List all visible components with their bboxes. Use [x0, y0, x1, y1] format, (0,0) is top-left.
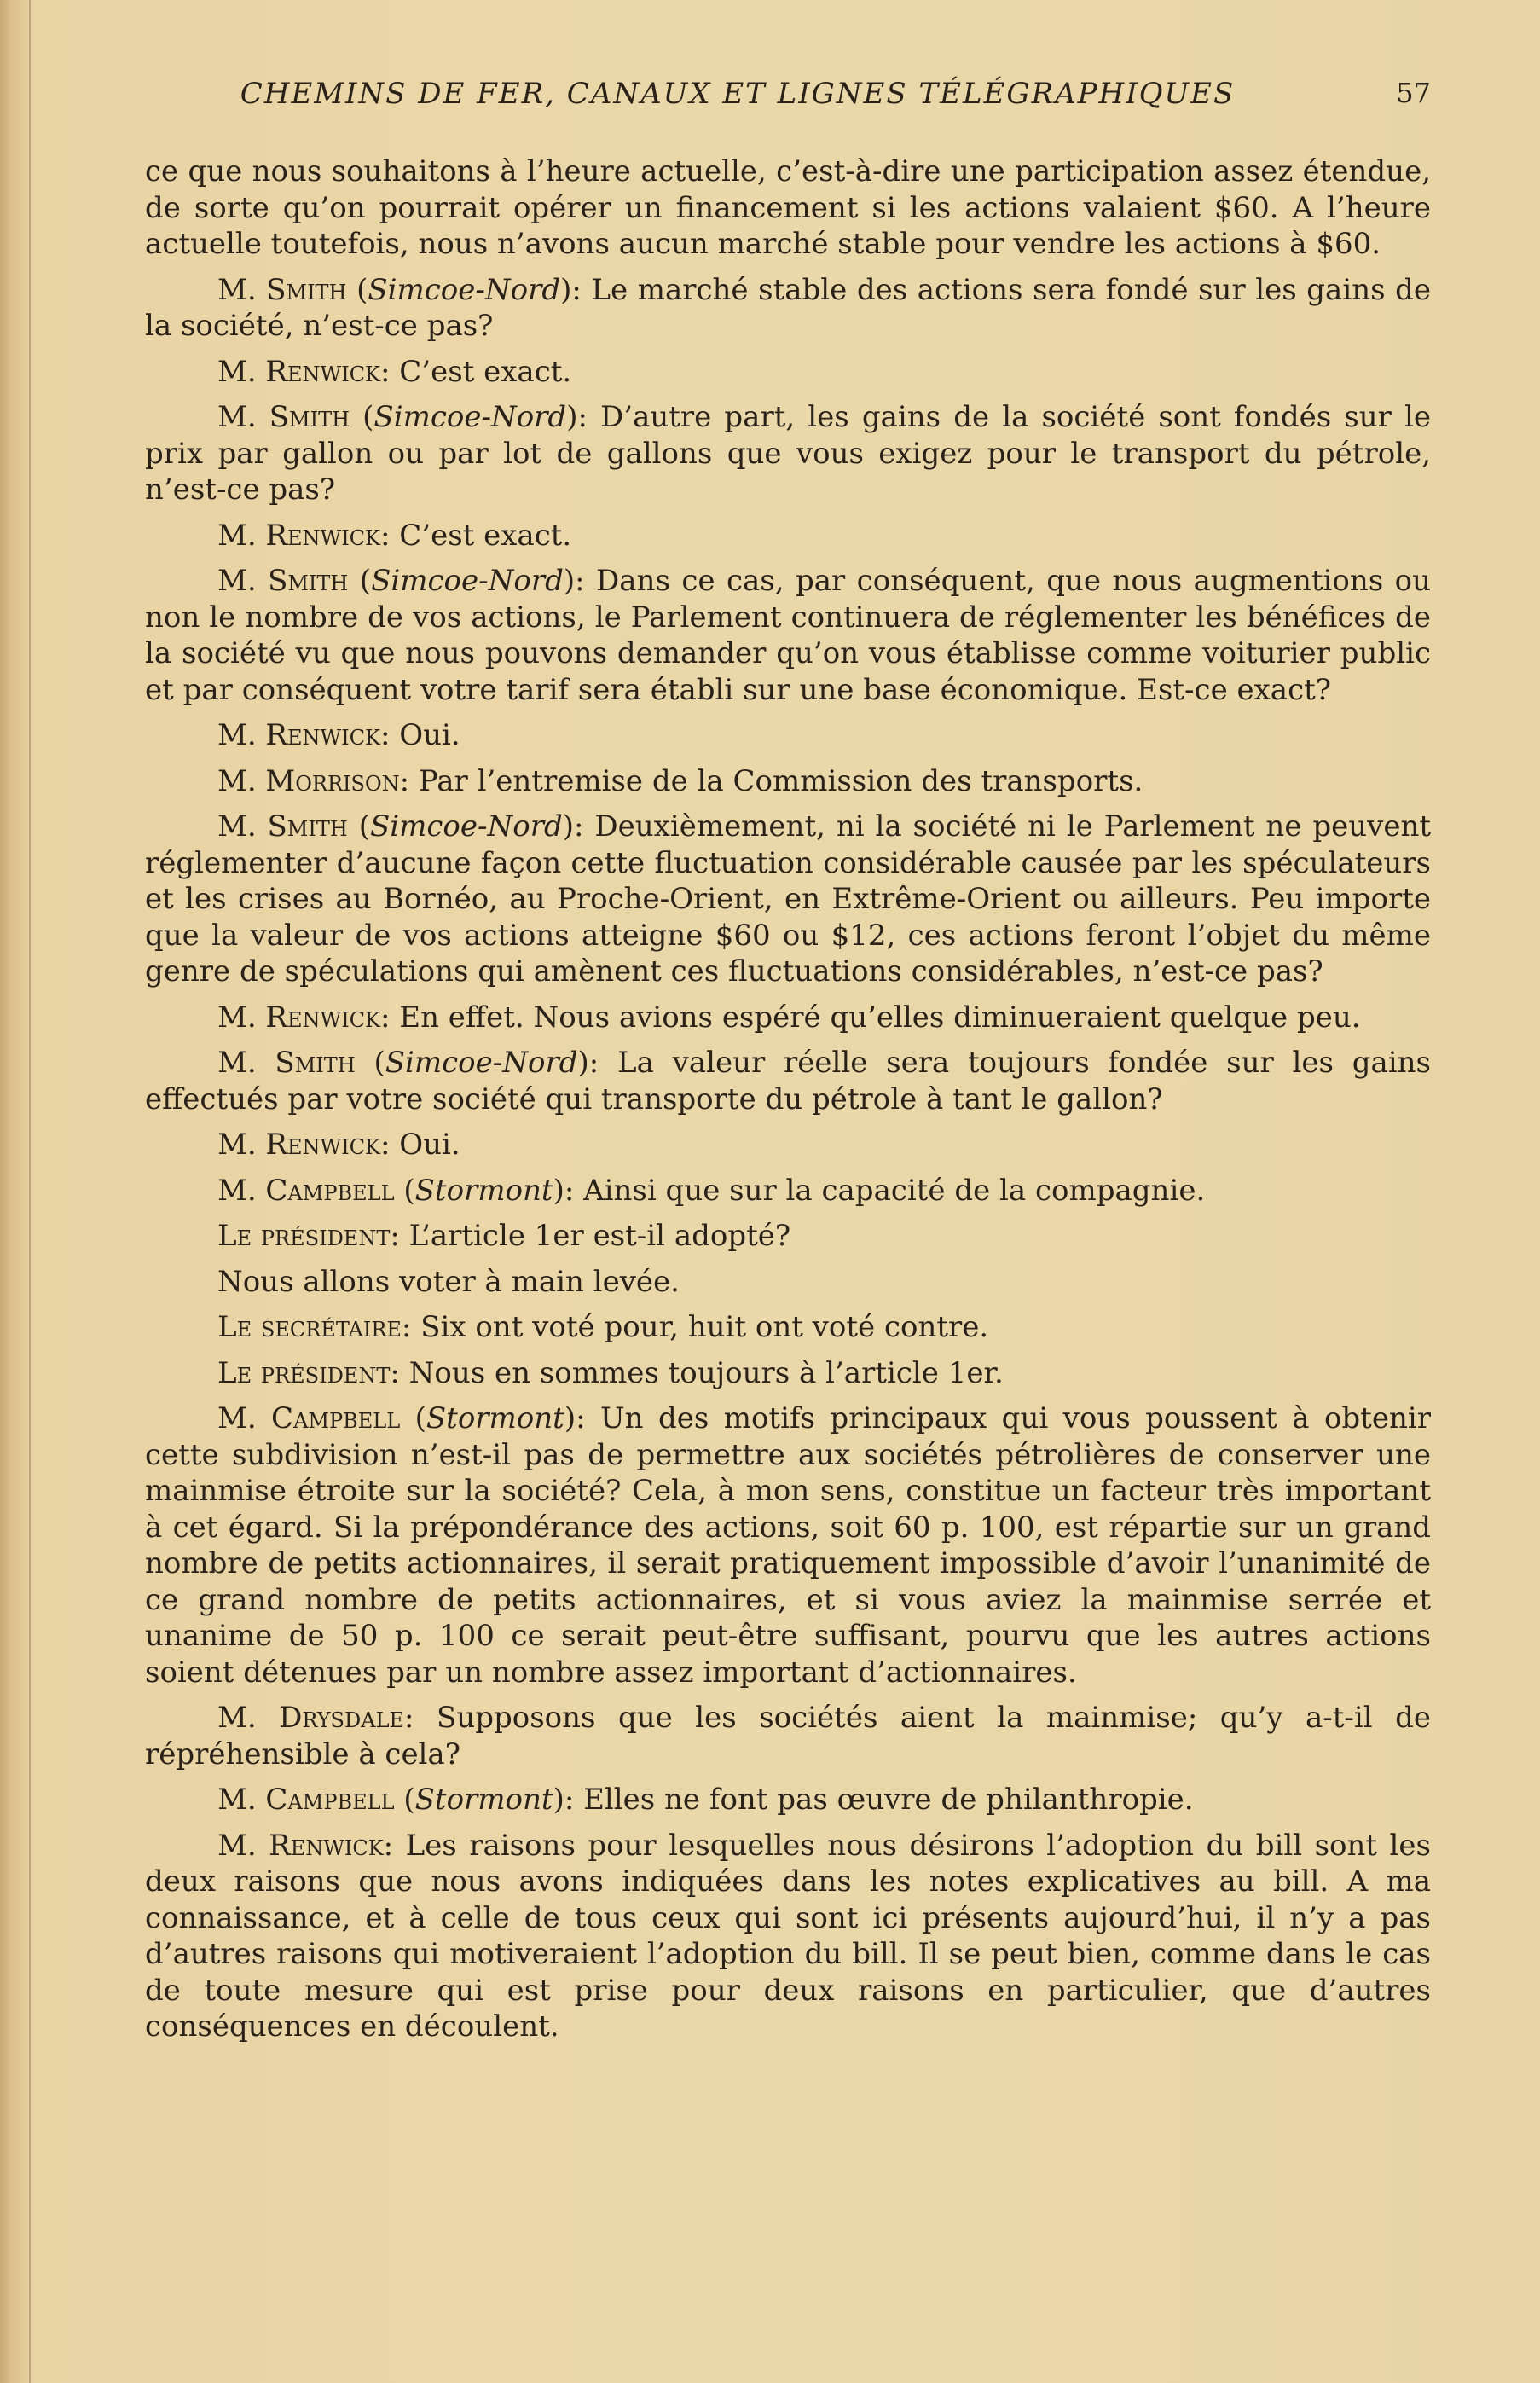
paragraph-text: D’autre part, les gains de la société sont fondés sur le prix par gallon ou par lot de gallons que vous exigez pour le transport du pétrole, n’est-ce pas? [145, 400, 1432, 507]
speaker-riding: Stormont [414, 1783, 553, 1817]
paragraph: M. Smith (Simcoe-Nord): La valeur réelle sera toujours fondée sur les gains effectués par votre société qui transporte du pétrole à tant le gallon? [145, 1046, 1432, 1116]
body-text [145, 154, 1431, 2055]
speaker-name: M. Morrison [217, 763, 400, 798]
speaker-name: M. Campbell [217, 1173, 395, 1208]
running-title: CHEMINS DE FER, CANAUX ET LIGNES TÉLÉGRAPHIQUES [240, 77, 1236, 111]
paragraph: M. Renwick: C’est exact. [217, 518, 572, 553]
speaker-name: M. Renwick [217, 1828, 384, 1863]
paragraph-text: Les raisons pour lesquelles nous désirons l’adoption du bill sont les deux raisons que nous avons indiquées dans les notes explicatives au bill. A ma connaissance, et à celle de tous ceux qui sont ici présents aujourd’hui, il n’y a pas d’autres raisons qui motiveraient l’adoption du bill. Il se peut bien, comme dans le cas de toute mesure qui est prise pour deux raisons en particulier, que d’autres conséquences en découlent. [145, 1828, 1431, 2044]
paragraph: M. Morrison: Par l’entremise de la Commission des transports. [217, 763, 1143, 798]
paragraph: Le président: Nous en sommes toujours à l’article 1er. [217, 1355, 1004, 1390]
paragraph-text: Nous allons voter à main levée. [217, 1264, 680, 1299]
paragraph-text: Supposons que les sociétés aient la mainmise; qu’y a-t-il de répréhensible à cela? [145, 1701, 1432, 1771]
paragraph: M. Renwick: Oui. [217, 1128, 460, 1162]
paragraph-text: ce que nous souhaitons à l’heure actuelle, c’est-à-dire une participation assez étendue, de sorte qu’on pourrait opérer un financement si les actions valaient $60. A l’heure actuelle toutefois, nous n’avons aucun marché stable pour vendre les actions à $60. [145, 154, 1431, 261]
paragraph: Le secrétaire: Six ont voté pour, huit ont voté contre. [217, 1310, 989, 1344]
speaker-name: M. Renwick [217, 1128, 380, 1162]
speaker-name: M. Renwick [217, 1000, 380, 1035]
paragraph: M. Renwick: En effet. Nous avions espéré qu’elles diminueraient quelque peu. [217, 1000, 1361, 1035]
paragraph [145, 154, 1431, 263]
paragraph-text: Oui. [399, 1128, 460, 1162]
speaker-name: M. Campbell [217, 1401, 401, 1435]
binding-edge [29, 0, 31, 2383]
paragraph-text: C’est exact. [399, 518, 572, 553]
paragraph-text: Oui. [399, 718, 460, 752]
paragraph: M. Renwick: C’est exact. [217, 354, 572, 389]
speaker-riding: Simcoe-Nord [373, 400, 567, 434]
speaker-name: Le secrétaire [217, 1310, 402, 1344]
paragraph-text: C’est exact. [399, 354, 572, 389]
speaker-name: M. Renwick [217, 518, 380, 553]
paragraph-text: Nous en sommes toujours à l’article 1er. [408, 1355, 1004, 1390]
page-header [147, 77, 1431, 119]
speaker-name: M. Campbell [217, 1783, 395, 1817]
speaker-name: M. Renwick [217, 354, 380, 389]
speaker-riding: Simcoe-Nord [385, 1046, 578, 1080]
paragraph-text: Dans ce cas, par conséquent, que nous augmentions ou non le nombre de vos actions, le Parlement continuera de réglementer les bénéfices de la société vu que nous pouvons demander qu’on vous établisse comme voiturier public et par conséquent votre tarif sera établi sur une base économique. Est-ce exact? [145, 564, 1432, 707]
paragraph-text: Elles ne font pas œuvre de philanthropie. [583, 1783, 1194, 1817]
page-number: 57 [1396, 77, 1431, 109]
speaker-riding: Simcoe-Nord [368, 272, 561, 307]
paragraph: M. Smith (Simcoe-Nord): D’autre part, les gains de la société sont fondés sur le prix par gallon ou par lot de gallons que vous exigez pour le transport du pétrole, n’est-ce pas? [145, 400, 1432, 507]
paragraph-text: Ainsi que sur la capacité de la compagnie. [583, 1173, 1206, 1208]
paragraph [145, 1264, 1431, 1301]
speaker-riding: Stormont [426, 1401, 564, 1435]
paragraph: M. Smith (Simcoe-Nord): Dans ce cas, par conséquent, que nous augmentions ou non le nombre de vos actions, le Parlement continuera de réglementer les bénéfices de la société vu que nous pouvons demander qu’on vous établisse comme voiturier public et par conséquent votre tarif sera établi sur une base économique. Est-ce exact? [145, 564, 1432, 707]
paragraph: M. Renwick: Les raisons pour lesquelles nous désirons l’adoption du bill sont les deux raisons que nous avons indiquées dans les notes explicatives au bill. A ma connaissance, et à celle de tous ceux qui sont ici présents aujourd’hui, il n’y a pas d’autres raisons qui motiveraient l’adoption du bill. Il se peut bien, comme dans le cas de toute mesure qui est prise pour deux raisons en particulier, que d’autres conséquences en découlent. [145, 1828, 1431, 2044]
speaker-riding: Simcoe-Nord [371, 564, 564, 598]
speaker-name: M. Smith [217, 400, 350, 434]
paragraph-text: Le marché stable des actions sera fondé sur les gains de la société, n’est-ce pas? [145, 272, 1432, 343]
paragraph-text: Six ont voté pour, huit ont voté contre. [420, 1310, 989, 1344]
speaker-riding: Stormont [414, 1173, 553, 1208]
speaker-name: M. Smith [217, 272, 347, 307]
paragraph-text: La valeur réelle sera toujours fondée sur les gains effectués par votre société qui transporte du pétrole à tant le gallon? [145, 1046, 1432, 1116]
paragraph-text: Un des motifs principaux qui vous poussent à obtenir cette subdivision n’est-il pas de permettre aux sociétés pétrolières de conserver une mainmise étroite sur la société? Cela, à mon sens, constitue un facteur très important à cet égard. Si la prépondérance des actions, soit 60 p. 100, est répartie sur un grand nombre de petits actionnaires, il serait pratiquement impossible d’avoir l’unanimité de ce grand nombre de petits actionnaires, et si vous aviez la mainmise serrée et unanime de 50 p. 100 ce serait peut-être suffisant, pourvu que les autres actions soient détenues par un nombre assez important d’actionnaires. [145, 1401, 1431, 1690]
speaker-name: Le président [217, 1355, 391, 1390]
speaker-name: M. Drysdale [217, 1701, 405, 1735]
paragraph-text: Deuxièmement, ni la société ni le Parlement ne peuvent réglementer d’aucune façon cette fluctuation considérable causée par les spéculateurs et les crises au Bornéo, au Proche-Orient, en Extrême-Orient ou ailleurs. Peu importe que la valeur de vos actions atteigne $60 ou $12, ces actions feront l’objet du même genre de spéculations qui amènent ces fluctuations considérables, n’est-ce pas? [145, 809, 1432, 989]
paragraph: Le président: L’article 1er est-il adopté? [217, 1219, 791, 1253]
paragraph: M. Campbell (Stormont): Elles ne font pas œuvre de philanthropie. [217, 1783, 1194, 1817]
speaker-riding: Simcoe-Nord [369, 809, 563, 844]
speaker-name: M. Smith [217, 564, 349, 598]
speaker-name: M. Smith [217, 809, 348, 844]
paragraph: M. Campbell (Stormont): Ainsi que sur la capacité de la compagnie. [217, 1173, 1206, 1208]
speaker-name: M. Renwick [217, 718, 380, 752]
paragraph: M. Campbell (Stormont): Un des motifs principaux qui vous poussent à obtenir cette subdivision n’est-il pas de permettre aux sociétés pétrolières de conserver une mainmise étroite sur la société? Cela, à mon sens, constitue un facteur très important à cet égard. Si la prépondérance des actions, soit 60 p. 100, est répartie sur un grand nombre de petits actionnaires, il serait pratiquement impossible d’avoir l’unanimité de ce grand nombre de petits actionnaires, et si vous aviez la mainmise serrée et unanime de 50 p. 100 ce serait peut-être suffisant, pourvu que les autres actions soient détenues par un nombre assez important d’actionnaires. [145, 1401, 1431, 1690]
paragraph: M. Smith (Simcoe-Nord): Deuxièmement, ni la société ni le Parlement ne peuvent réglementer d’aucune façon cette fluctuation considérable causée par les spéculateurs et les crises au Bornéo, au Proche-Orient, en Extrême-Orient ou ailleurs. Peu importe que la valeur de vos actions atteigne $60 ou $12, ces actions feront l’objet du même genre de spéculations qui amènent ces fluctuations considérables, n’est-ce pas? [145, 809, 1432, 989]
paragraph: M. Drysdale: Supposons que les sociétés aient la mainmise; qu’y a-t-il de répréhensible à cela? [145, 1701, 1432, 1771]
speaker-name: Le président [217, 1219, 391, 1253]
paragraph-text: En effet. Nous avions espéré qu’elles diminueraient quelque peu. [399, 1000, 1361, 1035]
paragraph: M. Smith (Simcoe-Nord): Le marché stable des actions sera fondé sur les gains de la société, n’est-ce pas? [145, 272, 1432, 343]
paragraph: M. Renwick: Oui. [217, 718, 460, 752]
paragraph-text: L’article 1er est-il adopté? [408, 1219, 791, 1253]
speaker-name: M. Smith [217, 1046, 356, 1080]
paragraph-text: Par l’entremise de la Commission des transports. [418, 763, 1143, 798]
